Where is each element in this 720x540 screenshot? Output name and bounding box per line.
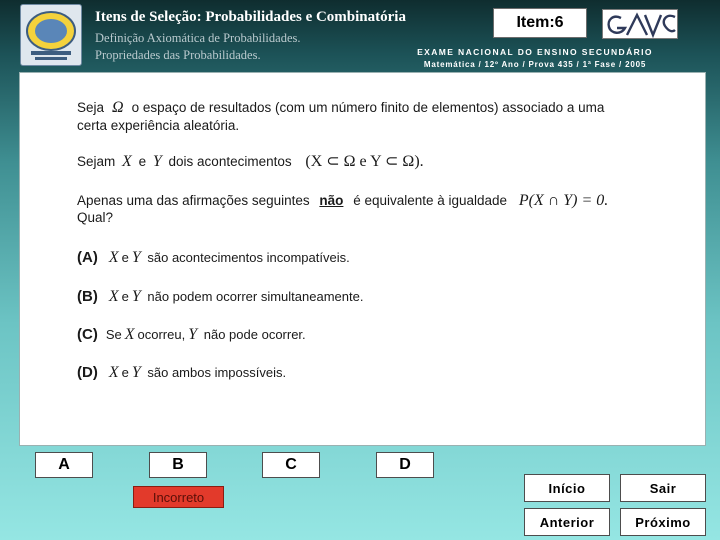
option-c: (C) Se X ocorreu, Y não pode ocorrer. [77, 326, 306, 343]
option-a: (A) X e Y são acontecimentos incompatíveis. [77, 249, 350, 266]
sair-button[interactable]: Sair [620, 474, 706, 502]
exam-details: Matemática / 12º Ano / Prova 435 / 1ª Fase / 2005 [423, 60, 647, 69]
answer-a-button[interactable]: A [35, 452, 93, 478]
answer-c-button[interactable]: C [262, 452, 320, 478]
answer-b-button[interactable]: B [149, 452, 207, 478]
statement-question: Apenas uma das afirmações seguintes não é equivalente à igualdade P(X ∩ Y) = 0. [77, 192, 609, 209]
feedback-label: Incorreto [133, 486, 224, 508]
statement-line-1: Seja Ω o espaço de resultados (com um número finito de elementos) associado a uma [77, 99, 605, 116]
answer-d-button[interactable]: D [376, 452, 434, 478]
anterior-button[interactable]: Anterior [524, 508, 610, 536]
gave-logo [602, 9, 678, 39]
proximo-button[interactable]: Próximo [620, 508, 706, 536]
statement-line-2: certa experiência aleatória. [77, 118, 240, 133]
question-panel [19, 72, 706, 446]
option-b: (B) X e Y não podem ocorrer simultaneamente. [77, 288, 364, 305]
option-d: (D) X e Y são ambos impossíveis. [77, 364, 287, 381]
item-number-badge: Item:6 [493, 8, 587, 38]
exam-name: EXAME NACIONAL DO ENSINO SECUNDÁRIO [417, 47, 653, 57]
topic-line-2: Propriedades das Probabilidades. [95, 48, 261, 62]
topic-line-1: Definição Axiomática de Probabilidades. [95, 31, 301, 45]
statement-events: Sejam X e Y dois acontecimentos (X ⊂ Ω e Y ⊂ Ω). [77, 153, 424, 170]
page-title: Itens de Seleção: Probabilidades e Combinatória [95, 9, 406, 25]
statement-qual: Qual? [77, 210, 114, 225]
inicio-button[interactable]: Início [524, 474, 610, 502]
school-logo [20, 4, 82, 66]
